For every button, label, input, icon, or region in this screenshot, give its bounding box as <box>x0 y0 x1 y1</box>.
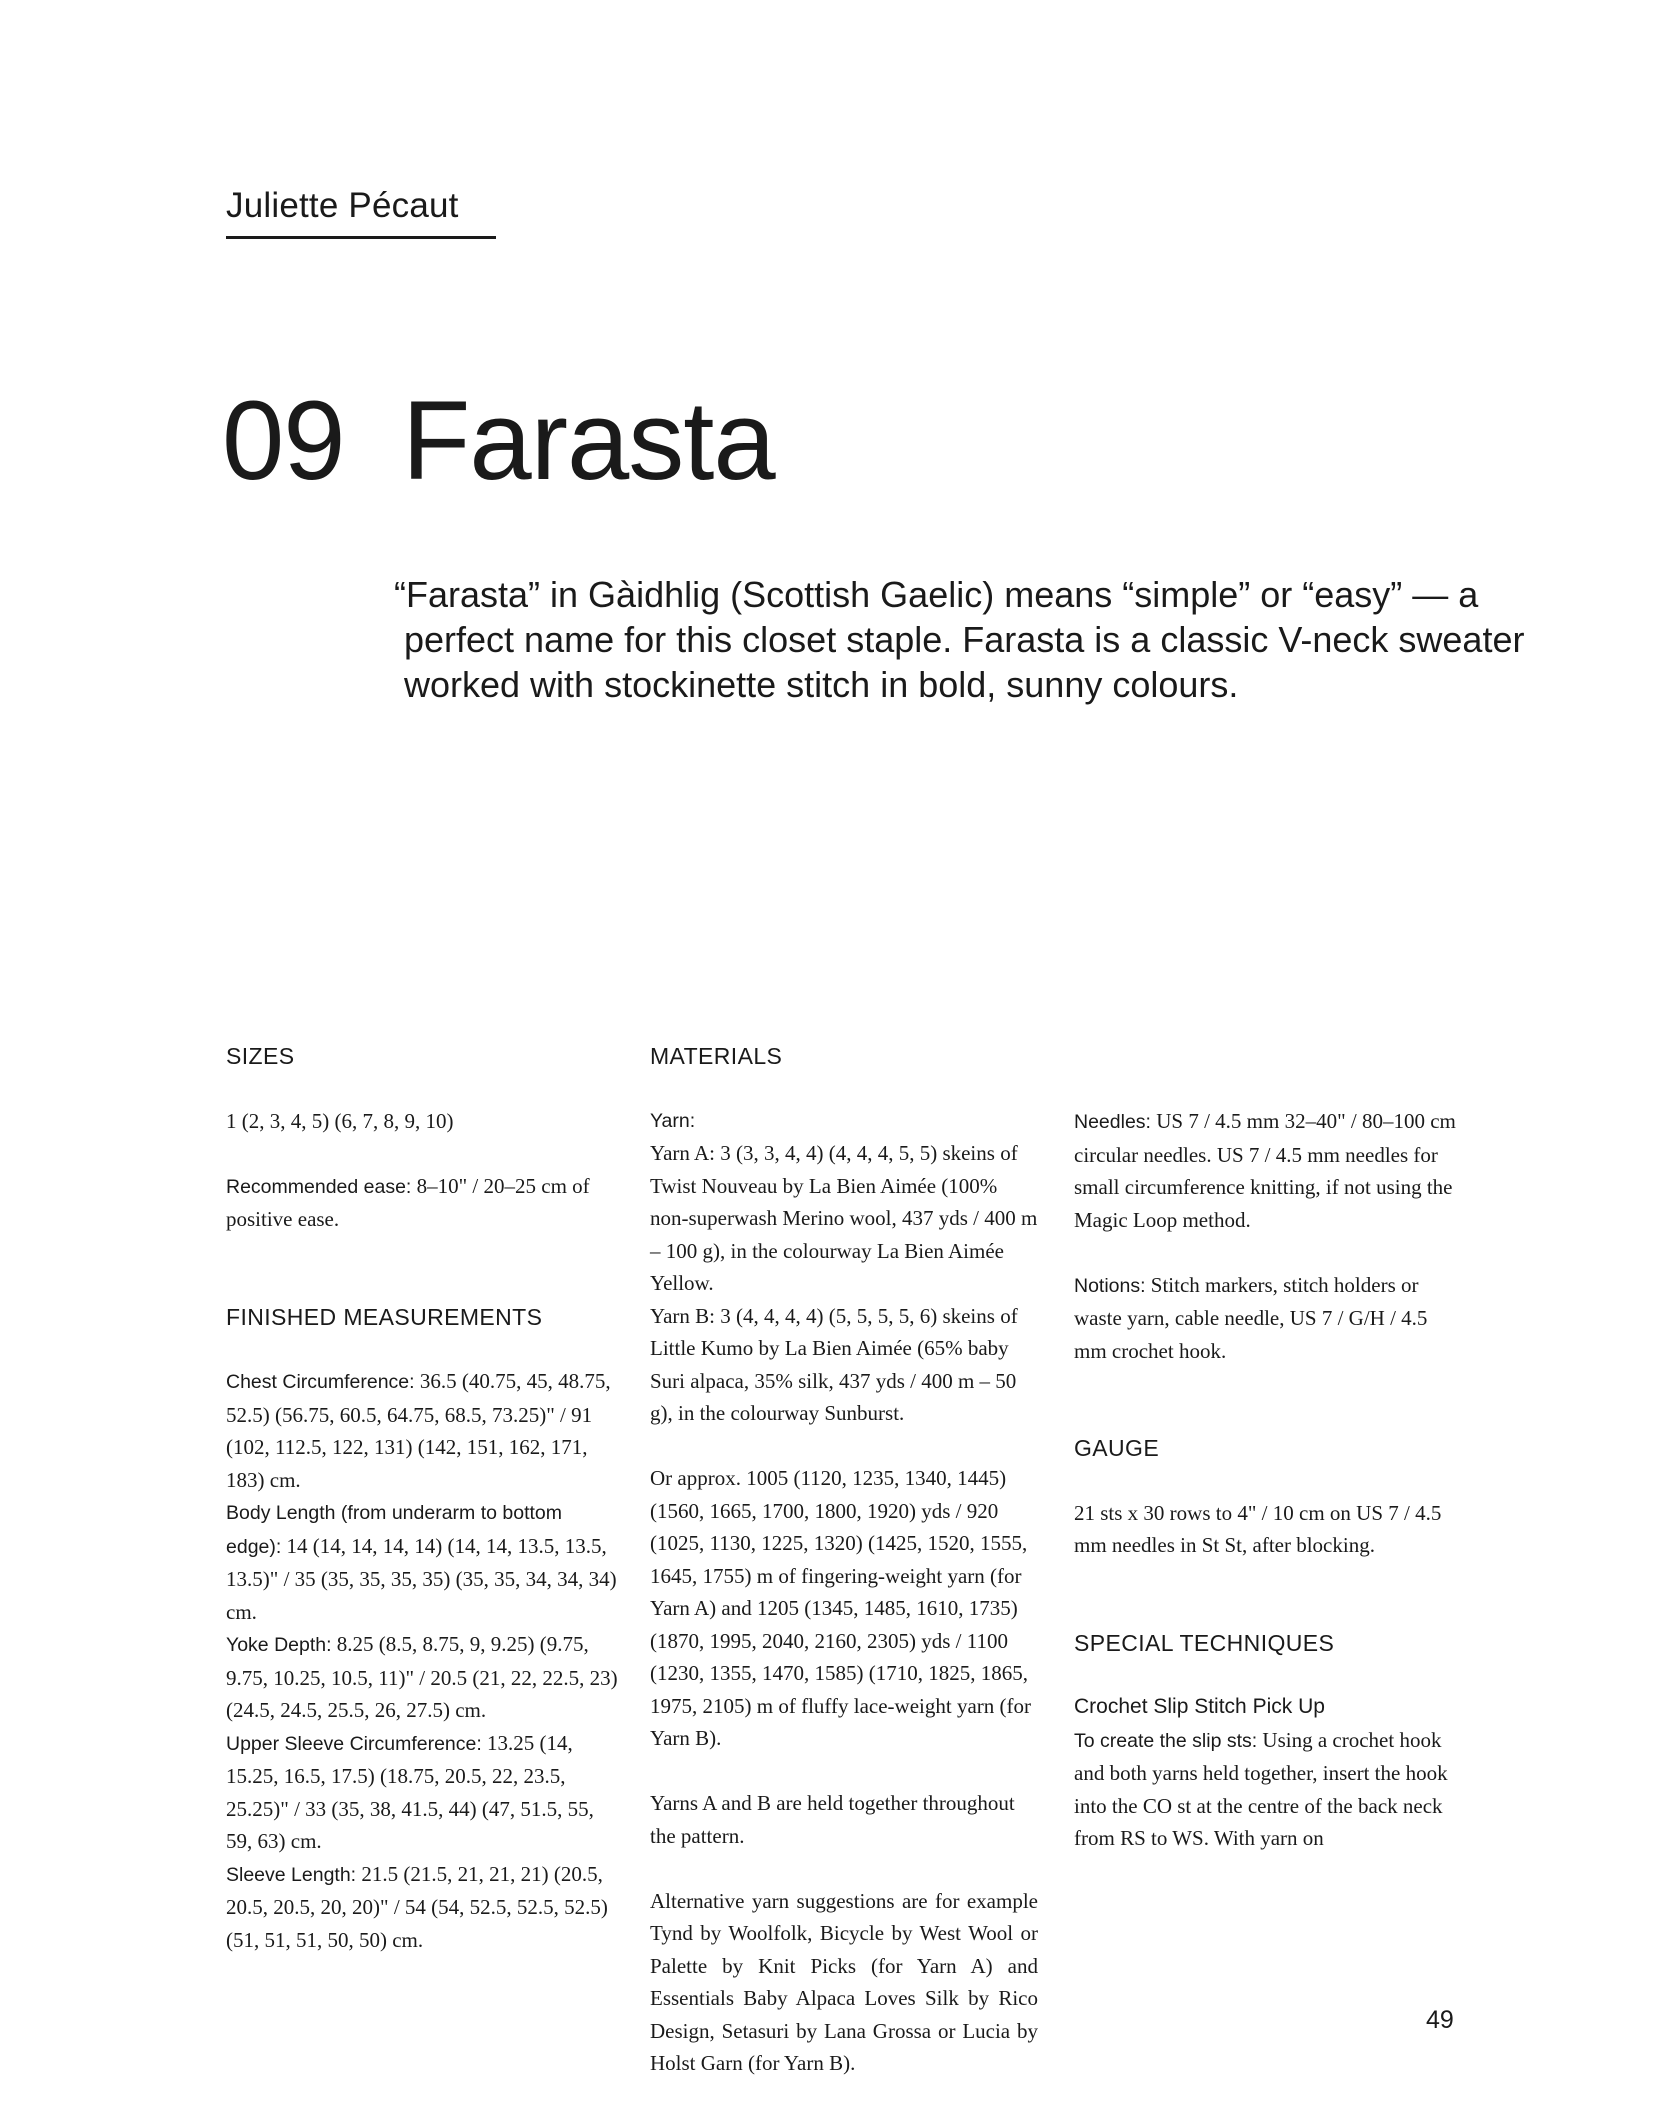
needles-paragraph <box>1074 1105 1460 1236</box>
notions-paragraph <box>1074 1269 1460 1368</box>
measurement-label: Yoke Depth: <box>226 1634 332 1656</box>
pattern-number: 09 <box>222 378 345 503</box>
column-middle <box>650 1040 1038 2080</box>
pattern-name: Farasta <box>402 378 775 503</box>
column-left <box>226 1040 619 1956</box>
measurement-item <box>226 1628 619 1727</box>
measurement-label: Body Length (from underarm to bottom edge): <box>226 1502 563 1558</box>
yarn-block <box>650 1105 1038 1430</box>
notions-label: Notions: <box>1074 1274 1146 1297</box>
measurement-value: 8.25 (8.5, 8.75, 9, 9.25) (9.75, 9.75, 10.25, 10.5, 11)" / 20.5 (21, 22, 22.5, 23) (24.5, 24.5, 25.5, 26, 27.5) cm. <box>226 1632 618 1722</box>
yarn-held-note: Yarns A and B are held together throughout the pattern. <box>650 1791 1015 1848</box>
special-techniques-heading: SPECIAL TECHNIQUES <box>1074 1629 1335 1656</box>
measurement-item <box>226 1496 619 1628</box>
sizes-heading: SIZES <box>226 1043 295 1069</box>
measurement-value: 13.25 (14, 15.25, 16.5, 17.5) (18.75, 20.5, 22, 23.5, 25.25)" / 33 (35, 38, 41.5, 44) (47, 51.5, 55, 59, 63) cm. <box>226 1730 594 1853</box>
yarn-alternatives: Alternative yarn suggestions are for example Tynd by Woolfolk, Bicycle by West Wool or Palette by Knit Picks (for Yarn A) and Essentials Baby Alpaca Loves Silk by Rico Design, Setasuri by Lana Grossa or Lucia by Holst Garn (for Yarn B). <box>650 1888 1038 2075</box>
designer-name: Juliette Pécaut <box>226 186 496 239</box>
ease-text: 8–10" / 20–25 cm of positive ease. <box>226 1173 590 1231</box>
needles-text: US 7 / 4.5 mm 32–40" / 80–100 cm circular needles. US 7 / 4.5 mm needles for small circumference knitting, if not using the Magic Loop method. <box>1074 1109 1456 1232</box>
gauge-text: 21 sts x 30 rows to 4" / 10 cm on US 7 / 4.5 mm needles in St St, after blocking. <box>1074 1500 1442 1557</box>
measurement-item <box>226 1365 619 1496</box>
measurement-label: Sleeve Length: <box>226 1863 357 1886</box>
finished-measurements-heading: FINISHED MEASUREMENTS <box>226 1303 543 1330</box>
measurement-item <box>226 1858 619 1957</box>
ease-label: Recommended ease: <box>226 1175 412 1198</box>
yarn-b: Yarn B: 3 (4, 4, 4, 4) (5, 5, 5, 5, 6) skeins of Little Kumo by La Bien Aimée (65% baby Suri alpaca, 35% silk, 437 yds / 400 m – 50 g), in the colourway Sunburst. <box>650 1303 1018 1425</box>
technique-subheading: Crochet Slip Stitch Pick Up <box>1074 1695 1325 1718</box>
measurements-list <box>226 1365 619 1956</box>
notions-text: Stitch markers, stitch holders or waste yarn, cable needle, US 7 / G/H / 4.5 mm crochet hook. <box>1074 1272 1428 1363</box>
yarn-a: Yarn A: 3 (3, 3, 4, 4) (4, 4, 4, 5, 5) skeins of Twist Nouveau by La Bien Aimée (100% non-superwash Merino wool, 437 yds / 400 m – 100 g), in the colourway La Bien Aimée Yellow. <box>650 1141 1038 1295</box>
technique-lead: To create the slip sts: <box>1074 1729 1258 1752</box>
column-right <box>1074 1105 1460 1855</box>
needles-label: Needles: <box>1074 1111 1151 1133</box>
pattern-title <box>222 378 775 503</box>
yarn-approx: Or approx. 1005 (1120, 1235, 1340, 1445) (1560, 1665, 1700, 1800, 1920) yds / 920 (1025, 1130, 1225, 1320) (1425, 1520, 1555, 1645, 1755) m of fingering-weight yarn (for Yarn A) and 1205 (1345, 1485, 1610, 1735) (1870, 1995, 2040, 2160, 2305) yds / 1100 (1230, 1355, 1470, 1585) (1710, 1825, 1865, 1975, 2105) m of fluffy lace-weight yarn (for Yarn B). <box>650 1466 1031 1750</box>
technique-text: Using a crochet hook and both yarns held together, insert the hook into the CO st at the centre of the back neck from RS to WS. With yarn on <box>1074 1727 1448 1850</box>
measurement-value: 36.5 (40.75, 45, 48.75, 52.5) (56.75, 60.5, 64.75, 68.5, 73.25)" / 91 (102, 112.5, 122, 131) (142, 151, 162, 171, 183) cm. <box>226 1369 611 1492</box>
gauge-heading: GAUGE <box>1074 1435 1160 1461</box>
measurement-value: 21.5 (21.5, 21, 21, 21) (20.5, 20.5, 20.5, 20, 20)" / 54 (54, 52.5, 52.5, 52.5) (51, 51, 51, 50, 50) cm. <box>226 1861 608 1952</box>
page-number: 49 <box>1426 2006 1454 2034</box>
materials-heading: MATERIALS <box>650 1043 783 1069</box>
measurement-label: Upper Sleeve Circumference: <box>226 1732 482 1755</box>
technique-paragraph <box>1074 1724 1460 1855</box>
sizes-list: 1 (2, 3, 4, 5) (6, 7, 8, 9, 10) <box>226 1108 454 1133</box>
recommended-ease <box>226 1170 619 1236</box>
measurement-label: Chest Circumference: <box>226 1371 415 1393</box>
measurement-value: 14 (14, 14, 14, 14) (14, 14, 13.5, 13.5, 13.5)" / 35 (35, 35, 35, 35) (35, 35, 34, 34, 34) cm. <box>226 1533 617 1624</box>
yarn-label: Yarn: <box>650 1109 696 1132</box>
measurement-item <box>226 1727 619 1858</box>
intro-paragraph: “Farasta” in Gàidhlig (Scottish Gaelic) means “simple” or “easy” — a perfect name for this closet staple. Farasta is a classic V-neck sweater worked with stockinette stitch in bold, sunny colours. <box>394 574 1525 705</box>
